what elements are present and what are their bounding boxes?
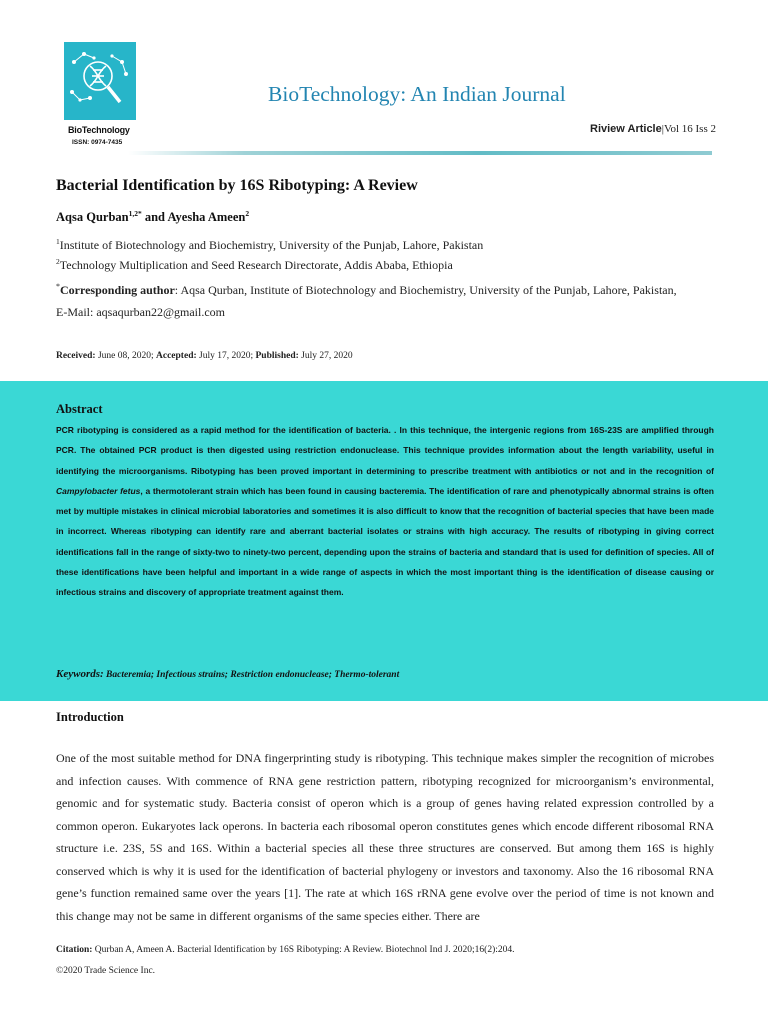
keywords-list: Bacteremia; Infectious strains; Restriction endonuclease; Thermo-tolerant	[103, 670, 400, 680]
affiliation-1	[56, 237, 483, 253]
article-type-separator: |	[661, 123, 664, 135]
abstract-text-part: PCR ribotyping is considered as a rapid method for the identification of bacteria. . In this technique, the intergenic regions from 16S-23S are amplified through PCR. The obtained PCR product is then digested using restriction endonuclease. This technique provides information about the length variability, useful in identifying the microorganisms. Ribotyping has been proved important in determining to prescribe treatment with antibiotics or not and in the recognition of	[56, 425, 714, 476]
journal-title: BioTechnology: An Indian Journal	[268, 82, 566, 106]
author-list	[56, 209, 249, 225]
citation-label: Citation:	[56, 945, 93, 955]
accepted-label: Accepted:	[156, 351, 197, 361]
received-date: June 08, 2020;	[95, 351, 157, 361]
affiliation-text: Technology Multiplication and Seed Research Directorate, Addis Ababa, Ethiopia	[59, 258, 453, 272]
author-affiliation-mark: 2	[245, 209, 250, 218]
introduction-heading: Introduction	[56, 710, 124, 724]
article-type	[590, 123, 716, 135]
abstract-text-part: , a thermotolerant strain which has been found in causing bacteremia. The identification of rare and phenotypically abnormal strains is often met by multiple mistakes in clinical microbial laboratories and sometimes it is also difficult to know that the recognition of bacterial species that have been made in incorrect. Whereas ribotyping can identify rare and aberrant bacterial isolates or strains with high accuracy. The results of ribotyping in giving correct identifications fall in the range of sixty-two to ninety-two percent, depending upon the strains of bacteria and standard that is used for definition of species. All of these identifications have been helpful and important in a wide range of aspects in which the most important thing is the identification of disease causing or infectious strains and discovery of appropriate treatment against them.	[56, 485, 714, 598]
introduction-text: One of the most suitable method for DNA fingerprinting study is ribotyping. This technique makes simpler the recognition of microbes and infection causes. With commence of RNA gene restriction pattern, ribotyping recognized for microorganism’s environmental, genomic and for systematic study. Bacteria consist of operon which is a group of genes having related expression controlled by a common operon. Eukaryotes lack operons. In bacteria each ribosomal operon constitutes genes which encode different ribosomal RNA structure i.e. 23S, 5S and 16S. Within a bacterial species all these three structures are conserved. But among them 16S is highly conserved which is why it is used for the identification of bacterial phylogeny or investors and taxonomy. Also the 16 ribosomal RNA gene’s function remained same over the years [1]. The rate at which 16S rRNA gene evolve over the period of time is not known and this change may not be same in different organisms of the same species either. There are	[56, 751, 714, 923]
corresponding-text: : Aqsa Qurban, Institute of Biotechnology and Biochemistry, University of the Punjab, Lahore, Pakistan,	[174, 283, 677, 297]
author-conjunction: and	[141, 210, 168, 225]
logo-name: BioTechnology	[68, 125, 130, 135]
keywords-label: Keywords:	[56, 668, 104, 680]
citation-text: Qurban A, Ameen A. Bacterial Identification by 16S Ribotyping: A Review. Biotechnol Ind J. 2020;16(2):204.	[92, 945, 515, 955]
species-name: Campylobacter fetus	[56, 485, 141, 496]
received-label: Received:	[56, 351, 96, 361]
logo-issn: ISSN: 0974-7435	[72, 139, 123, 146]
affiliation-text: Institute of Biotechnology and Biochemistry, University of the Punjab, Lahore, Pakistan	[59, 238, 484, 252]
abstract-heading: Abstract	[56, 402, 103, 416]
accepted-date: July 17, 2020;	[196, 351, 256, 361]
volume-issue: Vol 16 Iss 2	[663, 123, 716, 135]
affiliation-number: 1	[56, 237, 60, 246]
keywords	[56, 668, 399, 680]
author-name: Ayesha Ameen	[167, 210, 246, 225]
published-label: Published:	[255, 351, 299, 361]
author-email: E-Mail: aqsaqurban22@gmail.com	[56, 305, 226, 319]
corresponding-author	[56, 282, 677, 298]
affiliation-number: 2	[56, 257, 60, 266]
copyright: ©2020 Trade Science Inc.	[56, 966, 156, 976]
article-type-label: Riview Article	[590, 123, 662, 135]
affiliation-2	[56, 257, 453, 273]
abstract-text	[56, 420, 714, 603]
publication-dates	[56, 351, 353, 361]
header-divider	[128, 151, 712, 155]
corresponding-label: Corresponding author	[60, 283, 175, 297]
author-affiliation-mark: 1,2*	[128, 209, 142, 218]
journal-logo	[64, 42, 136, 120]
published-date: July 27, 2020	[298, 351, 353, 361]
author-name: Aqsa Qurban	[56, 210, 129, 225]
corresponding-mark: *	[56, 282, 60, 291]
citation	[56, 945, 515, 955]
dna-magnifier-icon	[64, 42, 136, 120]
paper-title: Bacterial Identification by 16S Ribotyping: A Review	[56, 177, 418, 194]
